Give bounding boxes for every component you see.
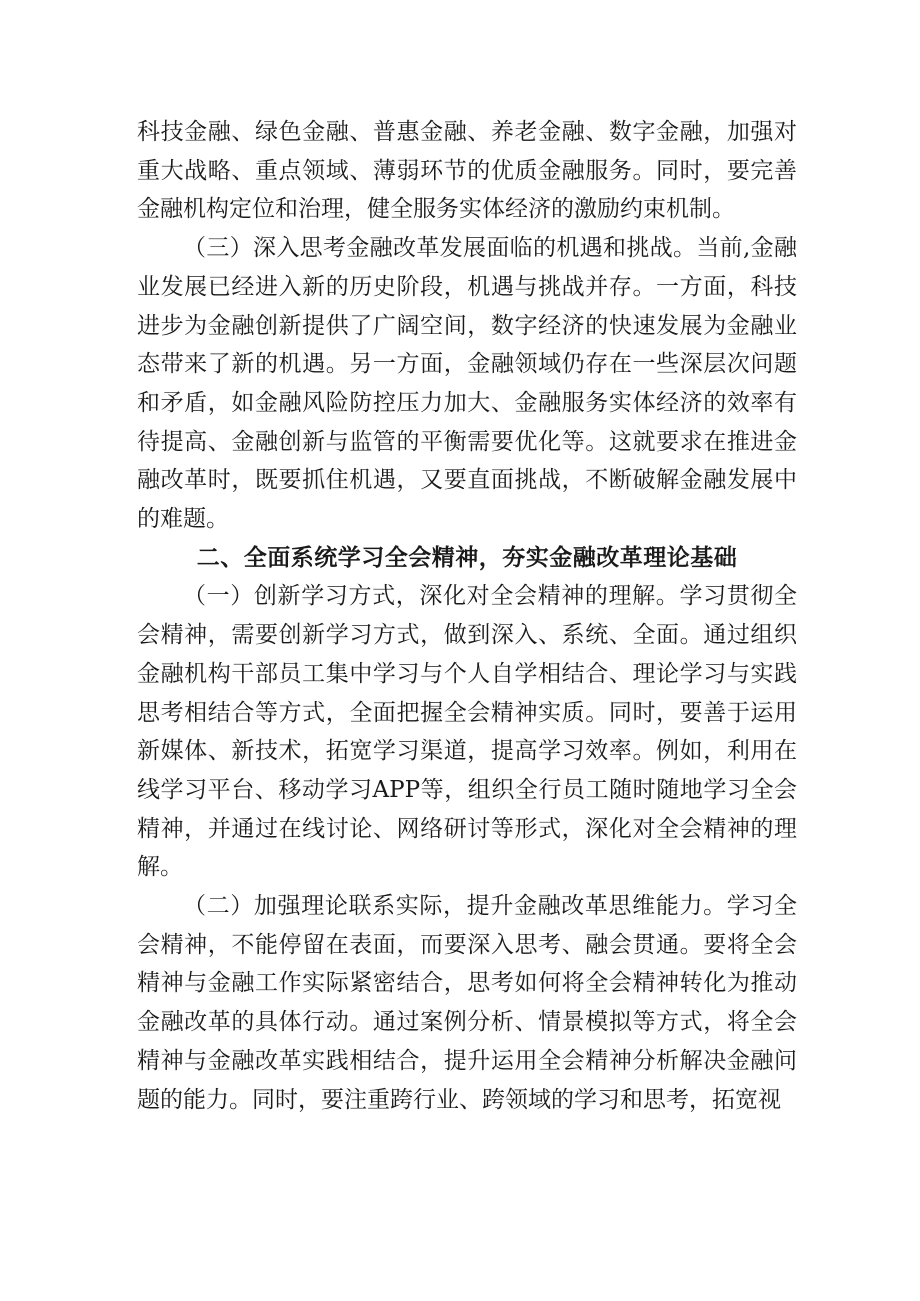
paragraph-innovate-learning: （一）创新学习方式，深化对全会精神的理解。学习贯彻全会精神，需要创新学习方式，做到深入、系统、全面。通过组织金融机构干部员工集中学习与个人自学相结合、理论学习与实践思考相结合等方式，全面把握全会精神实质。同时，要善于运用新媒体、新技术，拓宽学习渠道，提高学习效率。例如，利用在线学习平台、移动学习APP等，组织全行员工随时随地学习全会精神，并通过在线讨论、网络研讨等形式，深化对全会精神的理解。 bbox=[137, 583, 797, 881]
paragraph-continuation: 科技金融、绿色金融、普惠金融、养老金融、数字金融，加强对重大战略、重点领域、薄弱环节的优质金融服务。同时，要完善金融机构定位和治理，健全服务实体经济的激励约束机制。 bbox=[137, 119, 797, 223]
paragraph-theory-practice: （二）加强理论联系实际，提升金融改革思维能力。学习全会精神，不能停留在表面，而要深入思考、融会贯通。要将全会精神与金融工作实际紧密结合，思考如何将全会精神转化为推动金融改革的具体行动。通过案例分析、情景模拟等方式，将全会精神与金融改革实践相结合，提升运用全会精神分析解决金融问题的能力。同时，要注重跨行业、跨领域的学习和思考，拓宽视 bbox=[137, 893, 797, 1113]
document-body bbox=[137, 113, 797, 1119]
paragraph-opportunities-challenges: （三）深入思考金融改革发展面临的机遇和挑战。当前,金融业发展已经进入新的历史阶段，机遇与挑战并存。一方面，科技进步为金融创新提供了广阔空间，数字经济的快速发展为金融业态带来了新的机遇。另一方面，金融领域仍存在一些深层次问题和矛盾，如金融风险防控压力加大、金融服务实体经济的效率有待提高、金融创新与监管的平衡需要优化等。这就要求在推进金融改革时，既要抓住机遇，又要直面挑战，不断破解金融发展中的难题。 bbox=[137, 235, 797, 533]
section-heading: 二、全面系统学习全会精神，夯实金融改革理论基础 bbox=[196, 544, 738, 571]
